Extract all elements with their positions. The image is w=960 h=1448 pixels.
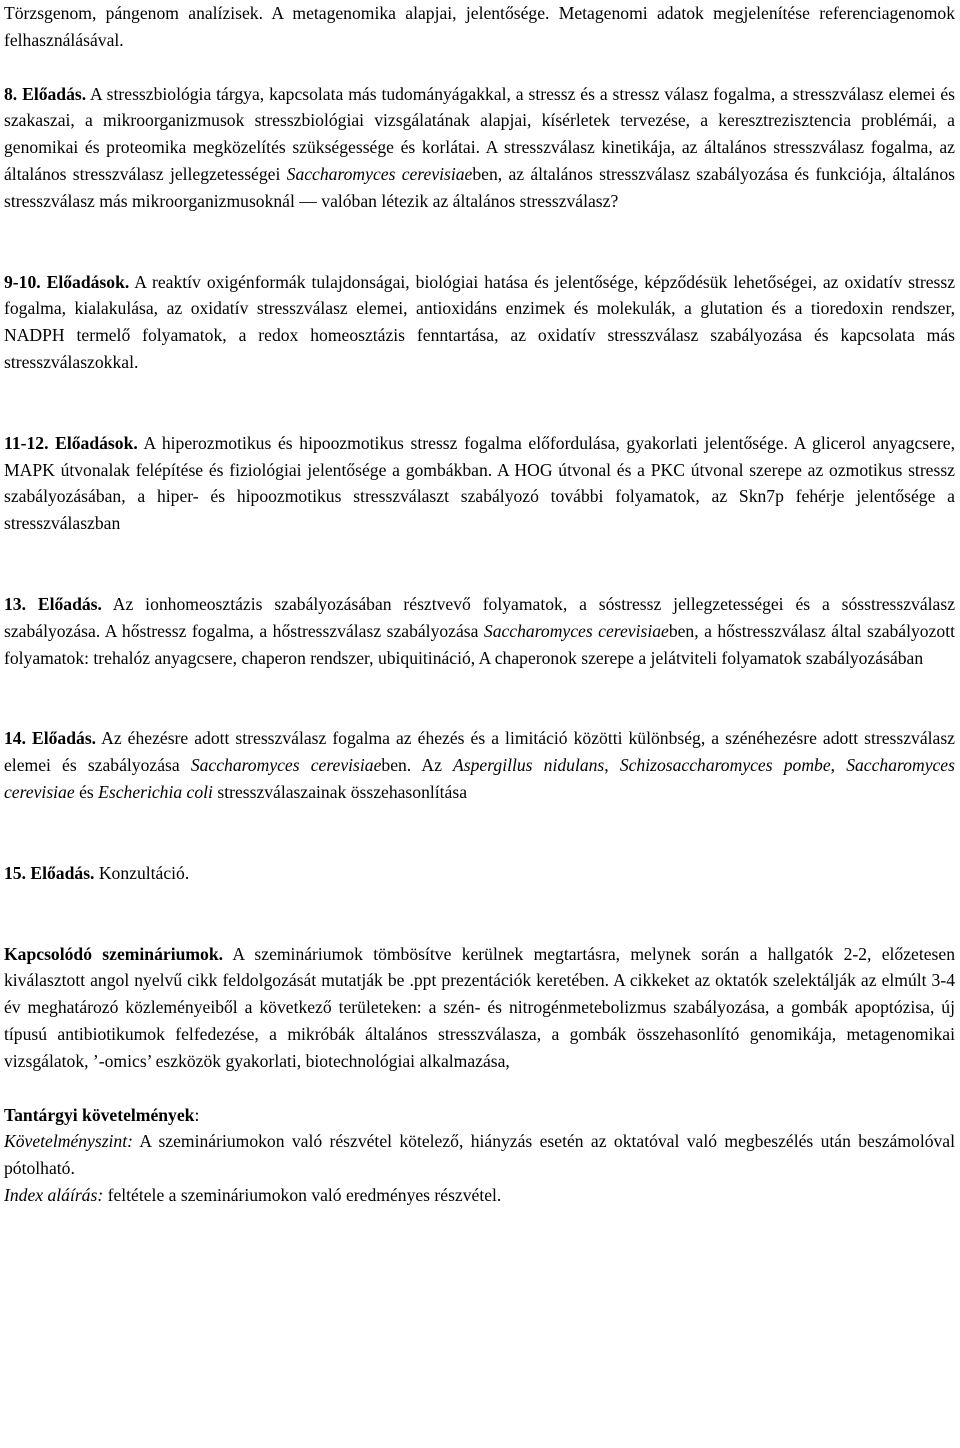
lecture-14-species-3: Schizosaccharomyces pombe [619,755,831,776]
lecture-14-species-2: Aspergillus nidulans [453,755,605,776]
lecture-8-label: 8. Előadás. [4,83,87,104]
lecture-9-10-text: A reaktív oxigénformák tulajdonságai, biológiai hatása és jelentősége, képződésük lehetőségei, az oxidatív stressz fogalma, kialakulása, az oxidatív stresszválasz elemei, antioxidáns enzimek és molekulák, a glutation és a tioredoxin rendszer, NADPH termelő folyamatok, a redox homeosztázis fenntartása, az oxidatív stresszválasz szabályozása és kapcsolata más stresszválaszokkal. [4,271,956,372]
lecture-11-12-text: A hiperozmotikus és hipoozmotikus stressz fogalma előfordulása, gyakorlati jelentősége. A glicerol anyagcsere, MAPK útvonalak felépítése és fiziológiai jelentősége a gombákban. A HOG útvonal és a PKC útvonal szerepe az ozmotikus stressz szabályozásában, a hiper- és hipoozmotikus stresszválaszt szabályozó további folyamatok, az Skn7p fehérje jelentősége a stresszválaszban [4,432,955,534]
syllabus-page [4,0,955,1209]
lecture-13-species: Saccharomyces cerevisiae [483,620,669,641]
lecture-8-text-cont: ben, az általános stresszválasz szabályozása és funkciója, általános stresszválasz más mikroorganizmusoknál — valóban létezik az általános stresszválasz? [4,163,955,211]
lecture-13-paragraph [4,591,955,671]
lecture-8-text: A stresszbiológia tárgya, kapcsolata más tudományágakkal, a stressz és a stressz válasz fogalma, a stresszválasz elemei és szakaszai, a mikroorganizmusok stresszbiológiai vizsgálatának alapjai, kísérletek tervezése, a keresztrezisztencia problémái, a genomikai és proteomika megközelítés szükségessége és korlátai. A stresszválasz kinetikája, az általános stresszválasz fogalma, az általános stresszválasz jellegzetességei [4,83,955,184]
seminars-text: A szemináriumok tömbösítve kerülnek megtartásra, melynek során a hallgatók 2-2, előzetesen kiválasztott angol nyelvű cikk feldolgozását mutatják be .ppt prezentációk keretében. A cikkeket az oktatók szelektálják az elmúlt 3-4 év meghatározó közleményeiből a következő területeken: a szén- és nitrogénmetebolizmus szabályozása, a gombák apoptózisa, új típusú antibiotikumok felfedezése, a mikróbák általános stresszválasza, a gombák összehasonlító genomikája, metagenomikai vizsgálatok, ’-omics’ eszközök gyakorlati, biotechnológiai alkalmazása, [4,943,955,1071]
lecture-14-sep-1: , [604,755,620,776]
lecture-14-species-1: Saccharomyces cerevisiae [190,755,382,776]
lecture-14-species-4: Saccharomyces cerevisiae [4,755,955,802]
lecture-9-10-label: 9-10. Előadások. [4,271,130,292]
lecture-14-paragraph [4,725,955,805]
intro-paragraph [4,0,955,54]
requirements-signature-label: Index aláírás: [4,1184,104,1205]
lecture-13-label: 13. Előadás. [4,593,102,614]
requirements-signature-paragraph [4,1182,955,1209]
lecture-9-10-paragraph [4,269,955,376]
requirements-level-paragraph [4,1128,955,1182]
lecture-14-species-5: Escherichia coli [98,781,213,802]
requirements-signature-text: feltétele a szemináriumokon való eredményes részvétel. [103,1184,502,1205]
requirements-heading-line [4,1102,955,1129]
lecture-14-text-2: ben. Az [381,755,454,776]
lecture-14-sep-2: , [830,755,847,776]
requirements-level-label: Követelményszint: [4,1131,133,1152]
lecture-14-text: Az éhezésre adott stresszválasz fogalma az éhezés és a limitáció közötti különbség, a szénéhezésre adott stresszválasz elemei és szabályozása [4,728,955,776]
lecture-11-12-label: 11-12. Előadások. [4,432,138,453]
lecture-8-paragraph [4,81,955,215]
intro-text: Törzsgenom, pángenom analízisek. A metagenomika alapjai, jelentősége. Metagenomi adatok megjelenítése referenciagenomok felhasználásával. [4,3,955,50]
lecture-14-label: 14. Előadás. [4,728,97,749]
lecture-15-text: Konzultáció. [94,862,190,883]
lecture-14-text-4: stresszválaszainak összehasonlítása [212,781,467,802]
lecture-14-text-3: és [74,781,99,802]
requirements-colon: : [194,1104,200,1125]
lecture-15-paragraph [4,860,955,887]
lecture-15-label: 15. Előadás. [4,862,95,883]
requirements-heading: Tantárgyi követelmények [4,1104,195,1125]
seminars-label: Kapcsolódó szemináriumok. [4,943,224,964]
lecture-13-text-cont: ben, a hőstresszválasz által szabályozott folyamatok: trehalóz anyagcsere, chaperon rendszer, ubiquitináció, A chaperonok szerepe a jelátviteli folyamatok szabályozásában [4,620,955,668]
lecture-11-12-paragraph [4,430,955,537]
requirements-level-text: A szemináriumokon való részvétel kötelező, hiányzás esetén az oktatóval való megbeszélés után beszámolóval pótolható. [4,1131,955,1179]
lecture-8-species: Saccharomyces cerevisiae [286,163,473,184]
seminars-paragraph [4,941,955,1075]
lecture-13-text: Az ionhomeosztázis szabályozásában résztvevő folyamatok, a sóstressz jellegzetességei és a sósstresszválasz szabályozása. A hőstressz fogalma, a hőstresszválasz szabályozása [4,593,955,641]
